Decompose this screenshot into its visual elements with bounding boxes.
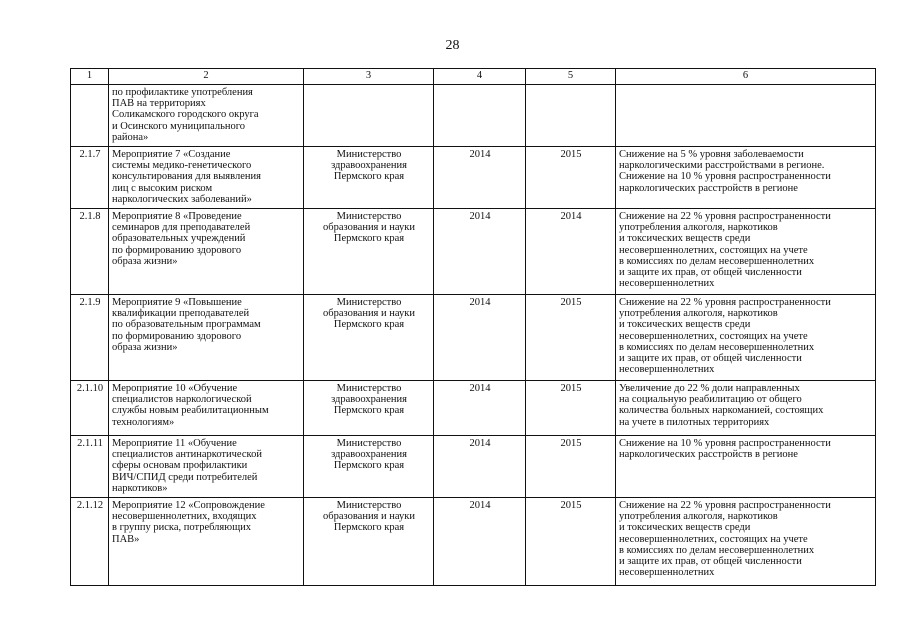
expected-result-cell <box>616 147 876 209</box>
activity-cell-text: Мероприятие 9 «Повышение квалификации преподавателей по образовательным программам по формированию здорового образа жизни» <box>112 297 261 353</box>
row-number-cell <box>71 498 109 586</box>
table-row <box>71 295 876 381</box>
activity-cell-text: Мероприятие 12 «Сопровождение несовершеннолетних, входящих в группу риска, потребляющих ПАВ» <box>112 500 265 545</box>
row-number-cell-text: 2.1.11 <box>77 438 103 449</box>
expected-result-cell-text: Снижение на 5 % уровня заболеваемости наркологическими расстройствами в регионе. Снижение на 10 % уровня распространенности наркологических расстройств в регионе <box>619 149 831 194</box>
end-year-cell-text: 2015 <box>560 383 582 394</box>
responsible-org-cell <box>304 147 434 209</box>
row-number-cell <box>71 381 109 436</box>
end-year-cell <box>526 498 616 586</box>
end-year-cell <box>526 295 616 381</box>
start-year-cell <box>434 209 526 295</box>
activity-cell-text: по профилактике употребления ПАВ на территориях Соликамского городского округа и Осинского муниципального района» <box>112 87 259 143</box>
start-year-cell <box>434 381 526 436</box>
table-row <box>71 209 876 295</box>
end-year-cell-text: 2015 <box>560 149 582 160</box>
column-header: 3 <box>304 69 434 85</box>
table-row <box>71 147 876 209</box>
table-row <box>71 436 876 498</box>
activity-cell-text: Мероприятие 10 «Обучение специалистов наркологической службы новым реабилитационным технологиям» <box>112 383 269 428</box>
expected-result-cell-text: Снижение на 10 % уровня распространенности наркологических расстройств в регионе <box>619 438 831 461</box>
activity-cell <box>109 498 304 586</box>
responsible-org-cell <box>304 381 434 436</box>
activities-table <box>70 68 876 586</box>
row-number-cell-text: 2.1.12 <box>76 500 104 511</box>
table-row <box>71 381 876 436</box>
expected-result-cell-text: Снижение на 22 % уровня распространенности употребления алкоголя, наркотиков и токсических веществ среди несовершеннолетних, состоящих на учете в комиссиях по делам несовершеннолетних и защите их прав, от общей численности несовершеннолетних <box>619 500 831 579</box>
responsible-org-cell <box>304 209 434 295</box>
activity-cell <box>109 209 304 295</box>
expected-result-cell <box>616 436 876 498</box>
expected-result-cell <box>616 381 876 436</box>
start-year-cell-text: 2014 <box>469 297 491 308</box>
activity-cell <box>109 147 304 209</box>
activity-cell <box>109 436 304 498</box>
expected-result-cell-text: Увеличение до 22 % доли направленных на социальную реабилитацию от общего количества больных наркоманией, состоящих на учете в пилотных территориях <box>619 383 824 428</box>
page-number: 28 <box>445 38 460 53</box>
expected-result-cell <box>616 85 876 147</box>
start-year-cell <box>434 436 526 498</box>
row-number-cell <box>71 85 109 147</box>
start-year-cell <box>434 85 526 147</box>
responsible-org-cell <box>304 85 434 147</box>
end-year-cell-text: 2015 <box>560 438 582 449</box>
responsible-org-cell-text: Министерство образования и науки Пермского края <box>323 297 415 331</box>
start-year-cell-text: 2014 <box>469 438 491 449</box>
activity-cell-text: Мероприятие 8 «Проведение семинаров для преподавателей образовательных учреждений по формированию здорового образа жизни» <box>112 211 251 267</box>
table-row <box>71 498 876 586</box>
table-header-row <box>71 69 876 85</box>
start-year-cell <box>434 295 526 381</box>
row-number-cell-text: 2.1.10 <box>76 383 104 394</box>
end-year-cell <box>526 436 616 498</box>
end-year-cell-text: 2015 <box>560 500 582 511</box>
end-year-cell <box>526 85 616 147</box>
responsible-org-cell <box>304 295 434 381</box>
responsible-org-cell-text: Министерство здравоохранения Пермского края <box>331 149 407 183</box>
expected-result-cell-text: Снижение на 22 % уровня распространенности употребления алкоголя, наркотиков и токсических веществ среди несовершеннолетних, состоящих на учете в комиссиях по делам несовершеннолетних и защите их прав, от общей численности несовершеннолетних <box>619 211 831 290</box>
row-number-cell-text: 2.1.7 <box>79 149 101 160</box>
activity-cell-text: Мероприятие 7 «Создание системы медико-генетического консультирования для выявления лиц с высоким риском наркологических заболеваний» <box>112 149 261 205</box>
column-header: 5 <box>526 69 616 85</box>
end-year-cell <box>526 209 616 295</box>
column-header: 4 <box>434 69 526 85</box>
row-number-cell <box>71 147 109 209</box>
column-header: 1 <box>71 69 109 85</box>
row-number-cell <box>71 295 109 381</box>
start-year-cell-text: 2014 <box>469 500 491 511</box>
activity-cell <box>109 381 304 436</box>
responsible-org-cell-text: Министерство образования и науки Пермского края <box>323 500 415 534</box>
expected-result-cell <box>616 209 876 295</box>
responsible-org-cell-text: Министерство образования и науки Пермского края <box>323 211 415 245</box>
activity-cell-text: Мероприятие 11 «Обучение специалистов антинаркотической сферы основам профилактики ВИЧ/СПИД среди потребителей наркотиков» <box>112 438 262 494</box>
column-header: 6 <box>616 69 876 85</box>
activity-cell <box>109 85 304 147</box>
end-year-cell-text: 2014 <box>560 211 582 222</box>
responsible-org-cell <box>304 436 434 498</box>
end-year-cell-text: 2015 <box>560 297 582 308</box>
expected-result-cell <box>616 498 876 586</box>
table-row <box>71 85 876 147</box>
responsible-org-cell <box>304 498 434 586</box>
row-number-cell <box>71 436 109 498</box>
activity-cell <box>109 295 304 381</box>
row-number-cell-text: 2.1.8 <box>79 211 101 222</box>
row-number-cell <box>71 209 109 295</box>
column-header: 2 <box>109 69 304 85</box>
start-year-cell-text: 2014 <box>469 211 491 222</box>
expected-result-cell-text: Снижение на 22 % уровня распространенности употребления алкоголя, наркотиков и токсических веществ среди несовершеннолетних, состоящих на учете в комиссиях по делам несовершеннолетних и защите их прав, от общей численности несовершеннолетних <box>619 297 831 376</box>
row-number-cell-text: 2.1.9 <box>79 297 101 308</box>
start-year-cell <box>434 147 526 209</box>
responsible-org-cell-text: Министерство здравоохранения Пермского края <box>331 438 407 472</box>
start-year-cell-text: 2014 <box>469 149 491 160</box>
start-year-cell-text: 2014 <box>469 383 491 394</box>
end-year-cell <box>526 147 616 209</box>
responsible-org-cell-text: Министерство здравоохранения Пермского края <box>331 383 407 417</box>
end-year-cell <box>526 381 616 436</box>
expected-result-cell <box>616 295 876 381</box>
start-year-cell <box>434 498 526 586</box>
